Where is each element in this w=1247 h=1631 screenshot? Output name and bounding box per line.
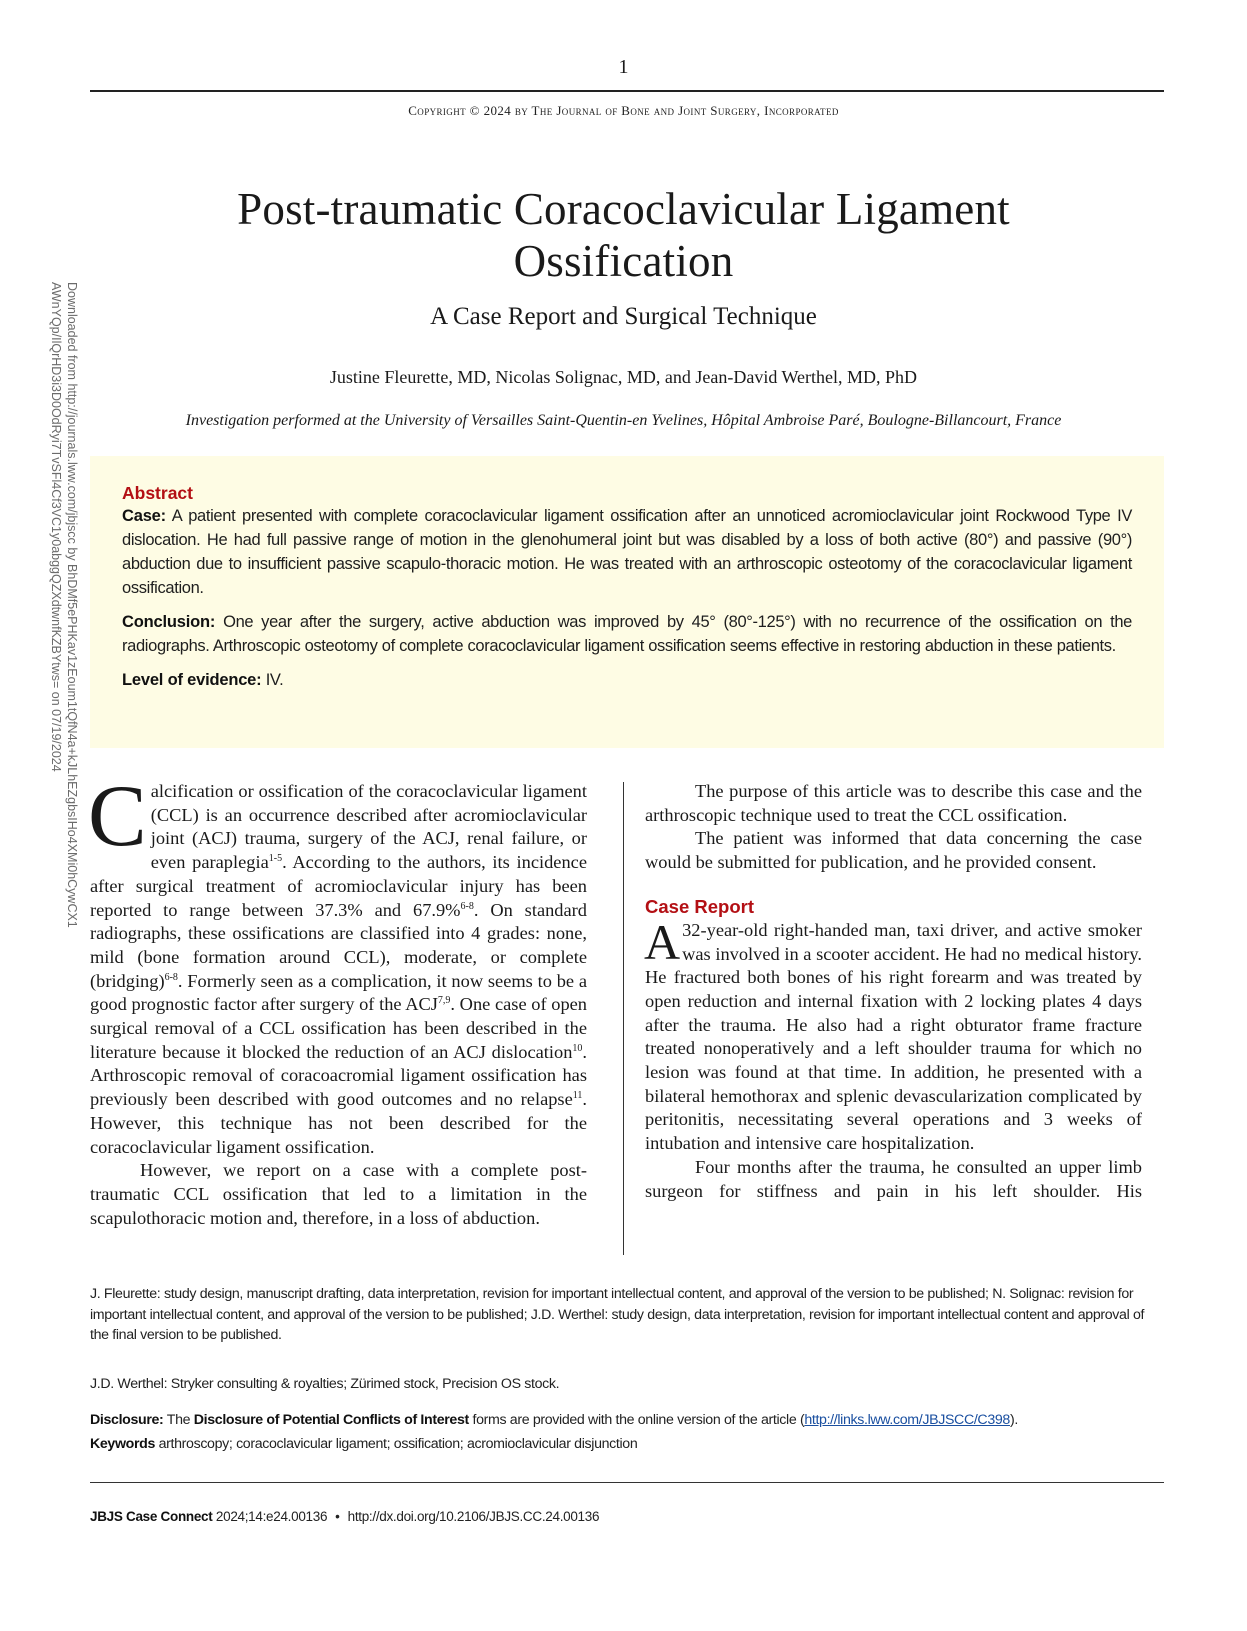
- body-text: . Formerly seen as a complication, it now seems to be a good prognostic factor after surgery of the ACJ: [90, 970, 587, 1015]
- author-contributions: J. Fleurette: study design, manuscript drafting, data interpretation, revision for important intellectual content, and approval of the version to be published; N. Solignac: revision for important intellectual content, and approval of the version to be published; J.D. Werthel: study design, data interpretation, revision for important intellectual content and approval of the final version to be published.: [90, 1286, 1145, 1343]
- dropcap: C: [88, 768, 147, 865]
- watermark-line-2: AWnYQp/IlQrHD3i3D0OdRyi7TvSFl4Cf3VC1y0abggQZXdtwnfKZBYtws= on 07/19/2024: [49, 282, 63, 772]
- dropcap: A: [644, 913, 681, 970]
- citation-ref[interactable]: 11: [572, 1090, 583, 1102]
- abstract-conclusion-label: Conclusion:: [122, 613, 216, 631]
- purpose-paragraph: The purpose of this article was to describe this case and the arthroscopic technique used to treat the CCL ossification.: [645, 781, 1142, 825]
- page-footer: [90, 1509, 599, 1524]
- body-column-right: [645, 780, 1142, 1203]
- disclosure-line: [90, 1409, 1164, 1433]
- abstract-case: [122, 504, 1132, 600]
- copyright-line: Copyright © 2024 by The Journal of Bone and Joint Surgery, Incorporated: [408, 103, 839, 118]
- abstract-conclusion: [122, 610, 1132, 658]
- page-number: 1: [618, 56, 629, 78]
- body-column-left: [88, 768, 587, 1230]
- disclosure-bold-text: Disclosure of Potential Conflicts of Interest: [193, 1412, 469, 1428]
- article-subtitle: A Case Report and Surgical Technique: [430, 303, 817, 330]
- body-text: . However, this technique has not been described for the coracoclavicular ligament ossification.: [90, 1089, 587, 1157]
- keywords-label: Keywords: [90, 1435, 156, 1452]
- doi-link[interactable]: http://dx.doi.org/10.2106/JBJS.CC.24.00136: [347, 1509, 600, 1524]
- disclosure-text: The: [163, 1412, 194, 1428]
- case-report-paragraph: [644, 913, 1142, 1156]
- body-text: 32-year-old right-handed man, taxi driver, and active smoker was involved in a scooter accident. He had no medical history. He fractured both bones of his right forearm and was treated by open reduction and internal fixation with 2 locking plates 4 days after the trauma. He also had a right obturator frame fracture treated nonoperatively and a left shoulder trauma for which no lesion was found at that time. In addition, he presented with a bilateral hemothorax and splenic devascularization complicated by peritonitis, necessitating several operations and 3 weeks of intubation and intensive care hospitalization.: [645, 919, 1142, 1154]
- citation-info: 2024;14:e24.00136: [212, 1509, 328, 1524]
- disclosure-text: forms are provided with the online version of the article (: [468, 1412, 805, 1428]
- citation-ref[interactable]: 1-5: [268, 853, 283, 865]
- section-heading-case-report: Case Report: [645, 895, 754, 917]
- abstract-box: [90, 456, 1164, 748]
- watermark-line-1: Downloaded from http://journals.lww.com/jbjscc by BhDMf5ePHKav1zEoum1tQfN4a+kJLhEZgbsIHo4XMi0hCywCX1: [65, 282, 79, 928]
- intro-paragraph-2: However, we report on a case with a complete post-traumatic CCL ossification that led to a limitation in the scapulothoracic motion and, therefore, in a loss of abduction.: [90, 1160, 587, 1228]
- consent-paragraph: The patient was informed that data concerning the case would be submitted for publication, and he provided consent.: [645, 828, 1142, 873]
- body-text: . Arthroscopic removal of coracoacromial ligament ossification has previously been described with good outcomes and no relapse: [90, 1041, 587, 1110]
- case-report-paragraph-2: Four months after the trauma, he consulted an upper limb surgeon for stiffness and pain in his left shoulder. His: [645, 1156, 1142, 1201]
- article-title-text: Post-traumatic Coracoclavicular Ligament Ossification: [237, 184, 1010, 286]
- author-list: Justine Fleurette, MD, Nicolas Solignac, MD, and Jean-David Werthel, MD, PhD: [329, 367, 918, 387]
- column-divider: [623, 782, 624, 1255]
- header-rule: [90, 90, 1164, 92]
- disclosure-text: ).: [1009, 1412, 1018, 1428]
- citation-ref[interactable]: 7,9: [437, 995, 451, 1007]
- abstract-evidence-text: IV.: [261, 671, 284, 689]
- affiliation: Investigation performed at the University of Versailles Saint-Quentin-en Yvelines, Hôpital Ambroise Paré, Boulogne-Billancourt, France: [185, 412, 1062, 429]
- citation-ref[interactable]: 10: [572, 1042, 583, 1054]
- body-text: . According to the authors, its incidence after surgical treatment of acromioclavicular injury has been reported to range between 37.3% and 67.9%: [90, 852, 587, 920]
- body-text: alcification or ossification of the coracoclavicular ligament (CCL) is an occurrence described after acromioclavicular joint (ACJ) trauma, surgery of the ACJ, renal failure, or even paraplegia: [150, 781, 587, 873]
- abstract-heading: Abstract: [122, 483, 193, 503]
- citation-ref[interactable]: 6-8: [460, 900, 474, 912]
- keywords-line: [90, 1433, 1164, 1457]
- abstract-case-label: Case:: [122, 507, 166, 525]
- journal-name: JBJS Case Connect: [90, 1509, 213, 1524]
- disclosure-label: Disclosure:: [90, 1412, 164, 1428]
- abstract-evidence: [122, 668, 1132, 692]
- keywords-text: arthroscopy; coracoclavicular ligament; ossification; acromioclavicular disjunction: [155, 1435, 638, 1452]
- body-text: . One case of open surgical removal of a CCL ossification has been described in the literature because it blocked the reduction of an ACJ dislocation: [90, 994, 587, 1062]
- intro-paragraph: [88, 768, 587, 1159]
- abstract-case-text: A patient presented with complete coracoclavicular ligament ossification after an unnoticed acromioclavicular joint Rockwood Type IV dislocation. He had full passive range of motion in the glenohumeral joint but was disabled by a loss of both active (80°) and passive (90°) abduction due to insufficient passive scapulo-thoracic motion. He was treated with an arthroscopic osteotomy of the coracoclavicular ligament ossification.: [122, 507, 1132, 597]
- article-title: [0, 183, 1247, 287]
- body-text: . On standard radiographs, these ossifications are classified into 4 grades: none, mild (bone formation around CCL), moderate, or complete (bridging): [90, 899, 587, 991]
- abstract-conclusion-text: One year after the surgery, active abduction was improved by 45° (80°-125°) with no recurrence of the ossification on the radiographs. Arthroscopic osteotomy of complete coracoclavicular ligament ossification seems effective in restoring abduction in these patients.: [122, 613, 1132, 655]
- footer-rule: [90, 1482, 1164, 1483]
- disclosure-block: [90, 1409, 1164, 1456]
- citation-ref[interactable]: 6-8: [164, 971, 178, 983]
- bullet-icon: •: [335, 1509, 340, 1524]
- abstract-evidence-label: Level of evidence:: [122, 671, 262, 689]
- disclosure-link[interactable]: http://links.lww.com/JBJSCC/C398: [804, 1412, 1010, 1428]
- conflict-statement: J.D. Werthel: Stryker consulting & royalties; Zürimed stock, Precision OS stock.: [90, 1376, 560, 1392]
